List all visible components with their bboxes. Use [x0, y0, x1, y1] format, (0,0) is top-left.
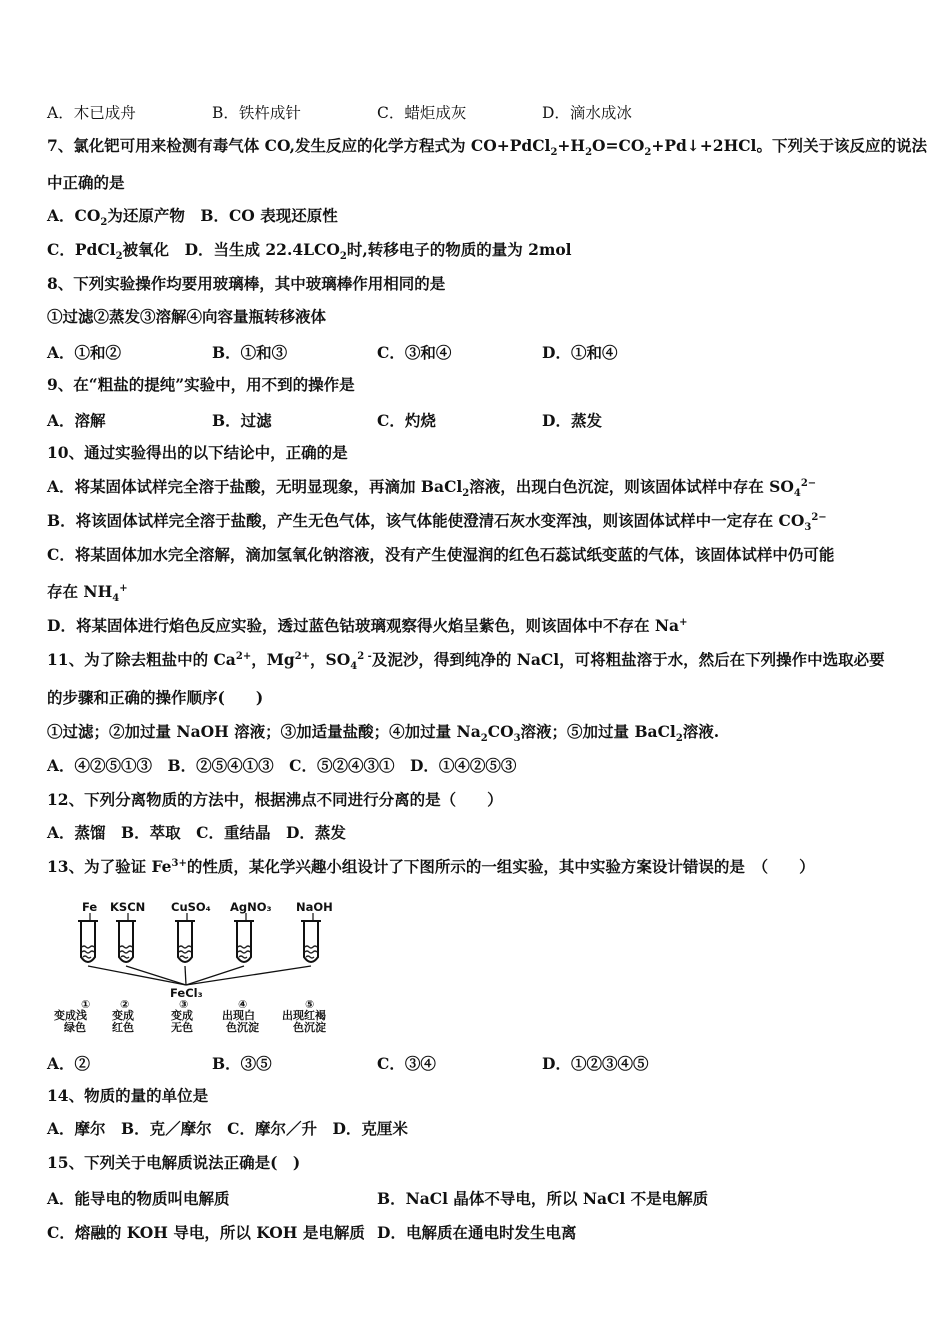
num-2: ② — [120, 998, 130, 1011]
center-fecl3: FeCl₃ — [170, 986, 203, 1000]
q8-list: ①过滤②蒸发③溶解④向容量瓶转移液体 — [47, 307, 327, 326]
q13-stem: 13、为了验证 $Fe^{3+}$的性质，某化学兴趣小组设计了下图所示的一组实验，其中实验方案设计错误的是 （ ） — [47, 857, 815, 876]
result5-line1: 出现红褐 — [282, 1009, 326, 1022]
tube-liquid — [82, 946, 317, 958]
q10-option-b: B．将该固体试样完全溶于盐酸，产生无色气体，该气体能使澄清石灰水变浑浊，则该固体试样中一定存在 $CO_3^{2-}$ — [47, 511, 827, 534]
result-labels — [54, 998, 326, 1033]
result5-line2: 色沉淀 — [293, 1021, 326, 1033]
q7-stem-line2: 中正确的是 — [47, 173, 125, 192]
q15-stem: 15、下列关于电解质说法正确是( ) — [47, 1153, 301, 1172]
q13-option-a: A．② — [47, 1054, 91, 1073]
result1-line2: 绿色 — [64, 1021, 86, 1033]
test-tube-5 — [301, 921, 321, 962]
q12-options: A．蒸馏 B．萃取 C．重结晶 D．蒸发 — [47, 823, 346, 842]
result2-line2: 红色 — [112, 1021, 134, 1033]
result3-line2: 无色 — [171, 1021, 193, 1033]
test-tube-3 — [175, 921, 195, 962]
q15-option-c: C．熔融的 KOH 导电，所以 KOH 是电解质 — [47, 1223, 365, 1242]
q11-stem-line1: 11、为了除去粗盐中的 $Ca^{2+}$，$Mg^{2+}$，$SO_4^{2 -}$及泥沙，得到纯净的 NaCl，可将粗盐溶于水，然后在下列操作中选取必要 — [47, 650, 885, 673]
result3-line1: 变成 — [171, 1009, 193, 1022]
result4-line2: 色沉淀 — [226, 1021, 259, 1033]
q10-option-c-line1: C．将某固体加水完全溶解，滴加氢氧化钠溶液，没有产生使湿润的红色石蕊试纸变蓝的气体，该固体试样中仍可能 — [47, 545, 835, 564]
q13-option-b: B．③⑤ — [212, 1054, 272, 1073]
connector-lines — [88, 966, 311, 985]
q7-options-ab: A．$CO_2$为还原产物 B．CO 表现还原性 — [47, 206, 338, 229]
q9-stem: 9、在“粗盐的提纯”实验中，用不到的操作是 — [47, 375, 355, 394]
q7-options-cd: C．PdCl$_2$被氧化 D．当生成 $22.4LCO_2$时,转移电子的物质的量为 2mol — [47, 240, 572, 263]
q8-option-a: A．①和② — [47, 343, 122, 362]
reagent-agno3: AgNO₃ — [230, 900, 272, 914]
q15-option-b: B．NaCl 晶体不导电，所以 NaCl 不是电解质 — [377, 1189, 709, 1208]
q9-option-c: C．灼烧 — [377, 411, 436, 430]
q6-option-c: C．蜡炬成灰 — [377, 104, 467, 122]
q14-options: A．摩尔 B．克／摩尔 C．摩尔／升 D．克厘米 — [47, 1119, 408, 1138]
q15-option-d: D．电解质在通电时发生电离 — [377, 1223, 577, 1242]
num-3: ③ — [179, 998, 189, 1011]
q6-option-b: B．铁杵成针 — [212, 104, 301, 122]
q10-stem: 10、通过实验得出的以下结论中，正确的是 — [47, 443, 348, 462]
q13-experiment-figure — [50, 893, 350, 1033]
test-tubes — [78, 921, 321, 962]
q11-options: A．④②⑤①③ B．②⑤④①③ C．⑤②④③① D．①④②⑤③ — [47, 756, 517, 775]
q10-option-d: D．将某固体进行焰色反应实验，透过蓝色钴玻璃观察得火焰呈紫色，则该固体中不存在 Na+ — [47, 616, 688, 635]
num-4: ④ — [238, 998, 248, 1011]
result4-line1: 出现白 — [222, 1009, 255, 1022]
q13-option-c: C．③④ — [377, 1054, 436, 1073]
reagent-naoh: NaOH — [296, 900, 333, 914]
num-5: ⑤ — [305, 998, 315, 1011]
test-tube-2 — [116, 921, 136, 962]
result1-line1: 变成浅 — [54, 1009, 87, 1022]
q8-stem: 8、下列实验操作均要用玻璃棒，其中玻璃棒作用相同的是 — [47, 274, 446, 293]
reagent-cuso4: CuSO₄ — [171, 900, 211, 914]
q6-option-a: A．木已成舟 — [47, 104, 136, 122]
q8-option-b: B．①和③ — [212, 343, 288, 362]
q9-option-a: A．溶解 — [47, 411, 106, 430]
test-tube-1 — [78, 921, 98, 962]
result2-line1: 变成 — [112, 1009, 134, 1022]
test-tube-4 — [234, 921, 254, 962]
q12-stem: 12、下列分离物质的方法中，根据沸点不同进行分离的是（ ） — [47, 790, 503, 809]
reagent-kscn: KSCN — [110, 900, 146, 914]
q9-option-b: B．过滤 — [212, 411, 272, 430]
q10-option-c-line2: 存在 $NH_4^+$ — [47, 582, 128, 605]
num-1: ① — [81, 998, 91, 1011]
q10-option-a: A．将某固体试样完全溶于盐酸，无明显现象，再滴加 BaCl$_2$溶液，出现白色沉淀，则该固体试样中存在 $SO_4^{2-}$ — [47, 477, 817, 500]
q8-option-c: C．③和④ — [377, 343, 452, 362]
q11-stem-line2: 的步骤和正确的操作顺序( ) — [47, 688, 264, 707]
q9-option-d: D．蒸发 — [542, 411, 602, 430]
q14-stem: 14、物质的量的单位是 — [47, 1086, 209, 1105]
q11-operations: ①过滤；②加过量 NaOH 溶液；③加适量盐酸；④加过量 $Na_2CO_3$溶液；⑤加过量 BaCl$_2$溶液. — [47, 722, 720, 745]
q6-option-d: D．滴水成冰 — [542, 104, 632, 122]
reagent-fe: Fe — [82, 900, 98, 914]
q7-stem-line1: 7、氯化钯可用来检测有毒气体 CO,发生反应的化学方程式为 $CO+PdCl_2+H_2O=CO_2+Pd↓+2HCl$。下列关于该反应的说法 — [47, 136, 927, 159]
q8-option-d: D．①和④ — [542, 343, 618, 362]
q15-option-a: A．能导电的物质叫电解质 — [47, 1189, 230, 1208]
q13-option-d: D．①②③④⑤ — [542, 1054, 649, 1073]
